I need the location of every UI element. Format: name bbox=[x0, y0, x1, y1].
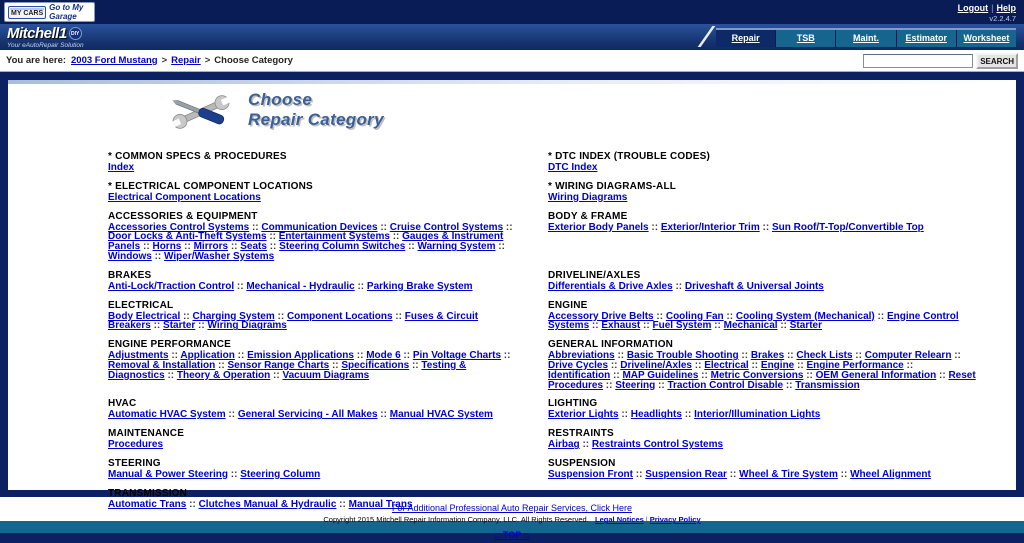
breadcrumb-separator: > bbox=[204, 55, 211, 66]
category-link[interactable]: Restraints Control Systems bbox=[591, 439, 724, 451]
category-section bbox=[108, 301, 520, 332]
category-link[interactable]: Abbreviations bbox=[548, 350, 615, 362]
category-link[interactable]: Manual & Power Steering bbox=[108, 468, 229, 480]
category-heading: ENGINE PERFORMANCE bbox=[108, 339, 232, 351]
link-separator: :: bbox=[164, 369, 177, 381]
category-link[interactable]: Clutches Manual & Hydraulic bbox=[198, 498, 337, 510]
category-section bbox=[548, 399, 976, 420]
category-link[interactable]: Wiring Diagrams bbox=[207, 320, 287, 332]
top-bar bbox=[0, 0, 1024, 24]
category-link[interactable]: Seats bbox=[240, 241, 267, 253]
link-separator: :: bbox=[329, 359, 342, 371]
link-separator: :: bbox=[608, 359, 621, 371]
help-link[interactable]: Help bbox=[996, 3, 1016, 13]
category-link[interactable]: Headlights bbox=[630, 409, 682, 421]
category-links bbox=[548, 193, 976, 203]
link-separator: :: bbox=[215, 359, 228, 371]
category-links bbox=[108, 163, 520, 173]
link-separator: :: bbox=[723, 310, 736, 322]
link-separator: :: bbox=[852, 350, 865, 362]
category-link[interactable]: Engine Performance bbox=[806, 359, 904, 371]
link-separator: :: bbox=[140, 241, 153, 253]
link-separator: :: bbox=[228, 468, 241, 480]
category-links bbox=[548, 282, 976, 292]
category-link[interactable]: Wiring Diagrams bbox=[548, 191, 628, 203]
category-link[interactable]: Differentials & Drive Axles bbox=[548, 280, 673, 292]
category-link[interactable]: Starter bbox=[789, 320, 823, 332]
breadcrumb bbox=[71, 55, 293, 66]
link-separator: :: bbox=[234, 280, 247, 292]
category-heading: LIGHTING bbox=[548, 398, 598, 410]
link-separator: :: bbox=[180, 310, 193, 322]
link-separator: :: bbox=[354, 280, 367, 292]
link-separator: :: bbox=[640, 320, 653, 332]
privacy-policy-link[interactable]: Privacy Policy bbox=[649, 515, 701, 524]
category-heading: TRANSMISSION bbox=[108, 487, 188, 499]
category-links bbox=[548, 223, 976, 233]
category-link[interactable]: Basic Trouble Shooting bbox=[626, 350, 739, 362]
mitchell1-logo bbox=[7, 26, 84, 50]
category-links bbox=[548, 312, 976, 332]
category-link[interactable]: Parking Brake System bbox=[366, 280, 473, 292]
category-link[interactable]: Wheel Alignment bbox=[850, 468, 931, 480]
category-link[interactable]: Manual HVAC System bbox=[389, 409, 493, 421]
go-to-my-garage-label: Go to My Garage bbox=[49, 2, 84, 21]
category-section bbox=[108, 340, 520, 390]
search-input[interactable] bbox=[863, 54, 973, 68]
page-title bbox=[248, 90, 384, 129]
link-separator: :: bbox=[698, 369, 711, 381]
breadcrumb-current: Choose Category bbox=[214, 55, 293, 66]
category-heading: ELECTRICAL bbox=[108, 299, 174, 311]
category-links bbox=[548, 351, 976, 390]
category-section bbox=[108, 429, 520, 450]
category-heading: SUSPENSION bbox=[548, 457, 616, 469]
page-title-line2: Repair Category bbox=[248, 109, 384, 129]
category-link[interactable]: DTC Index bbox=[548, 162, 598, 173]
category-link[interactable]: Fuses & Circuit Breakers bbox=[108, 310, 479, 332]
link-separator: :: bbox=[377, 221, 390, 233]
category-link[interactable]: Specifications bbox=[341, 359, 410, 371]
category-link[interactable]: Adjustments bbox=[108, 350, 169, 362]
link-separator: :: bbox=[228, 241, 241, 253]
brand-bar bbox=[0, 24, 1024, 50]
category-links bbox=[108, 470, 520, 480]
category-link[interactable]: Mechanical bbox=[723, 320, 778, 332]
link-separator: :: bbox=[377, 409, 390, 421]
category-link[interactable]: Anti-Lock/Traction Control bbox=[108, 280, 235, 292]
category-link[interactable]: Horns bbox=[152, 241, 182, 253]
link-separator: :: bbox=[266, 231, 279, 243]
category-links bbox=[108, 500, 520, 510]
category-link[interactable]: Reset Procedures bbox=[548, 369, 976, 391]
link-separator: :: bbox=[783, 379, 796, 391]
category-heading: RESTRAINTS bbox=[548, 428, 614, 440]
category-section bbox=[548, 182, 976, 203]
category-link[interactable]: Wheel & Tire System bbox=[739, 468, 838, 480]
category-section bbox=[548, 429, 976, 450]
category-link[interactable]: Transmission bbox=[795, 379, 860, 391]
search-area bbox=[863, 53, 1018, 69]
category-link[interactable]: Computer Relearn bbox=[864, 350, 952, 362]
category-link[interactable]: OEM General Information bbox=[815, 369, 937, 381]
category-link[interactable]: Driveshaft & Universal Joints bbox=[684, 280, 824, 292]
link-separator: :: bbox=[589, 320, 602, 332]
category-link[interactable]: Driveline/Axles bbox=[620, 359, 692, 371]
category-link[interactable]: Steering bbox=[615, 379, 656, 391]
breadcrumb-separator: > bbox=[161, 55, 168, 66]
link-separator: :: bbox=[249, 221, 262, 233]
logout-link[interactable]: Logout bbox=[957, 3, 989, 13]
link-separator: :: bbox=[274, 310, 287, 322]
category-section bbox=[548, 152, 976, 173]
my-cars-plate-icon: MY CARS bbox=[8, 6, 46, 19]
logo-wordmark: Mitchell1 bbox=[7, 25, 67, 42]
link-separator: :: bbox=[759, 221, 772, 233]
link-separator: :: bbox=[270, 369, 283, 381]
category-grid bbox=[8, 152, 1016, 510]
category-link[interactable]: Identification bbox=[548, 369, 611, 381]
category-link[interactable]: Engine bbox=[760, 359, 795, 371]
category-section bbox=[108, 399, 520, 420]
page-title-block bbox=[168, 90, 1016, 138]
category-heading: * DTC INDEX (TROUBLE CODES) bbox=[548, 151, 711, 162]
link-separator: :: bbox=[495, 241, 505, 253]
category-heading: DRIVELINE/AXLES bbox=[548, 269, 641, 281]
category-links bbox=[548, 163, 976, 173]
link-separator: :: bbox=[874, 310, 887, 322]
tab-maint[interactable]: Maint. bbox=[836, 30, 896, 47]
category-link[interactable]: Automatic HVAC System bbox=[108, 409, 226, 421]
link-separator: :: bbox=[951, 350, 961, 362]
category-link[interactable]: Sensor Range Charts bbox=[227, 359, 330, 371]
category-link[interactable]: Application bbox=[180, 350, 235, 362]
link-separator: :: bbox=[579, 439, 592, 451]
category-link[interactable]: Entertainment Systems bbox=[278, 231, 390, 243]
link-separator: :: bbox=[784, 350, 797, 362]
category-link[interactable]: Testing & Diagnostics bbox=[108, 359, 467, 381]
category-link[interactable]: Windows bbox=[108, 250, 152, 262]
category-link[interactable]: Steering Column Switches bbox=[279, 241, 406, 253]
go-to-my-garage-button[interactable] bbox=[4, 2, 95, 22]
category-link[interactable]: Metric Conversions bbox=[710, 369, 804, 381]
breadcrumb-link[interactable]: Repair bbox=[171, 55, 201, 66]
category-link[interactable]: Accessory Drive Belts bbox=[548, 310, 654, 322]
category-section bbox=[548, 340, 976, 390]
category-heading: * ELECTRICAL COMPONENT LOCATIONS bbox=[108, 180, 313, 192]
link-separator: :: bbox=[653, 310, 666, 322]
link-separator: :: bbox=[150, 320, 164, 332]
category-link[interactable]: Component Locations bbox=[286, 310, 393, 322]
link-separator: :: bbox=[389, 231, 403, 243]
category-heading: * COMMON SPECS & PROCEDURES bbox=[108, 151, 287, 162]
breadcrumb-row bbox=[0, 50, 1024, 72]
category-links bbox=[108, 193, 520, 203]
link-separator: :: bbox=[794, 359, 807, 371]
link-separator: :: bbox=[234, 350, 248, 362]
search-button[interactable]: SEARCH bbox=[976, 53, 1018, 69]
category-link[interactable]: Drive Cycles bbox=[548, 359, 609, 371]
link-separator: :: bbox=[181, 241, 194, 253]
link-separator: :: bbox=[803, 369, 816, 381]
link-separator: :: bbox=[392, 310, 405, 322]
breadcrumb-prefix: You are here: bbox=[6, 55, 67, 66]
category-link[interactable]: Fuel System bbox=[652, 320, 712, 332]
category-heading: GENERAL INFORMATION bbox=[548, 339, 674, 351]
crossed-tools-icon bbox=[168, 90, 234, 134]
link-separator: :: bbox=[681, 409, 695, 421]
link-separator: :: bbox=[618, 409, 631, 421]
category-link[interactable]: Manual Trans bbox=[348, 498, 413, 510]
page-title-line1: Choose bbox=[248, 90, 313, 109]
back-to-top-link[interactable]: :: TOP :: bbox=[494, 529, 530, 540]
category-link[interactable]: Mechanical - Hydraulic bbox=[246, 280, 355, 292]
category-links bbox=[548, 470, 976, 480]
category-section bbox=[548, 271, 976, 292]
category-link[interactable]: Communication Devices bbox=[261, 221, 378, 233]
category-section bbox=[548, 459, 976, 480]
category-links bbox=[108, 223, 520, 262]
version-label: v2.2.4.7 bbox=[989, 14, 1016, 23]
category-link[interactable]: Emission Applications bbox=[247, 350, 354, 362]
category-heading: STEERING bbox=[108, 457, 161, 469]
category-links bbox=[108, 410, 520, 420]
category-link[interactable]: Vacuum Diagrams bbox=[282, 369, 370, 381]
category-link[interactable]: Engine Control Systems bbox=[548, 310, 959, 332]
category-heading: ACCESSORIES & EQUIPMENT bbox=[108, 210, 258, 222]
tab-worksheet[interactable]: Worksheet bbox=[957, 30, 1016, 47]
category-link[interactable]: Exterior Lights bbox=[548, 409, 619, 421]
category-links bbox=[108, 351, 520, 380]
category-heading: ENGINE bbox=[548, 299, 588, 311]
category-link[interactable]: MAP Guidelines bbox=[622, 369, 699, 381]
category-link[interactable]: Warning System bbox=[417, 241, 496, 253]
link-separator: :: bbox=[648, 221, 661, 233]
category-link[interactable]: Brakes bbox=[750, 350, 785, 362]
category-heading: BODY & FRAME bbox=[548, 210, 628, 222]
category-heading: MAINTENANCE bbox=[108, 428, 185, 440]
category-link[interactable]: Check Lists bbox=[796, 350, 853, 362]
copyright-text: Copyright 2015 Mitchell Repair Information Company, LLC. All Rights Reserved. bbox=[323, 515, 589, 524]
link-divider: | bbox=[991, 3, 994, 13]
link-separator: :: bbox=[225, 409, 238, 421]
category-links bbox=[548, 410, 976, 420]
category-link[interactable]: Cooling Fan bbox=[665, 310, 724, 322]
diy-badge-icon: DIY bbox=[69, 27, 82, 40]
link-divider: | bbox=[645, 515, 648, 524]
category-link[interactable]: Charging System bbox=[192, 310, 275, 322]
session-links bbox=[958, 3, 1016, 23]
category-link[interactable]: Body Electrical bbox=[108, 310, 181, 322]
tab-bar bbox=[716, 30, 1016, 47]
category-link[interactable]: Accessories Control Systems bbox=[108, 221, 250, 233]
link-separator: :: bbox=[614, 350, 627, 362]
link-separator: :: bbox=[151, 250, 165, 262]
category-section bbox=[548, 301, 976, 332]
category-link[interactable]: Cruise Control Systems bbox=[389, 221, 504, 233]
tab-estimator[interactable]: Estimator bbox=[897, 30, 957, 47]
category-link[interactable]: Index bbox=[108, 162, 135, 173]
link-separator: :: bbox=[903, 359, 914, 371]
category-links bbox=[108, 312, 520, 332]
link-separator: :: bbox=[409, 359, 422, 371]
link-separator: :: bbox=[336, 498, 349, 510]
category-link[interactable]: Exterior Body Panels bbox=[548, 221, 649, 233]
category-link[interactable]: Airbag bbox=[548, 439, 580, 451]
category-section bbox=[108, 271, 520, 292]
link-separator: :: bbox=[633, 468, 646, 480]
category-heading: * WIRING DIAGRAMS-ALL bbox=[548, 180, 677, 192]
link-separator: :: bbox=[936, 369, 949, 381]
category-link[interactable]: Interior/Illumination Lights bbox=[694, 409, 821, 421]
category-link[interactable]: Electrical Component Locations bbox=[108, 191, 261, 203]
category-link[interactable]: Electrical bbox=[704, 359, 749, 371]
link-separator: :: bbox=[691, 359, 705, 371]
category-section bbox=[108, 489, 520, 510]
category-link[interactable]: Sun Roof/T-Top/Convertible Top bbox=[771, 221, 924, 233]
link-separator: :: bbox=[400, 350, 413, 362]
category-link[interactable]: Gauges & Instrument Panels bbox=[108, 231, 504, 253]
link-separator: :: bbox=[603, 379, 616, 391]
link-separator: :: bbox=[195, 320, 208, 332]
link-separator: :: bbox=[168, 350, 181, 362]
link-separator: :: bbox=[726, 468, 740, 480]
category-links bbox=[548, 440, 976, 450]
category-link[interactable]: Wiper/Washer Systems bbox=[164, 250, 275, 262]
category-link[interactable]: Theory & Operation bbox=[176, 369, 271, 381]
category-links bbox=[108, 282, 520, 292]
category-heading: HVAC bbox=[108, 398, 137, 410]
link-separator: :: bbox=[353, 350, 367, 362]
link-separator: :: bbox=[738, 350, 751, 362]
breadcrumb-link[interactable]: 2003 Ford Mustang bbox=[71, 55, 158, 66]
category-link[interactable]: Suspension Rear bbox=[645, 468, 727, 480]
category-section bbox=[108, 212, 520, 262]
link-separator: :: bbox=[748, 359, 761, 371]
category-link[interactable]: Suspension Front bbox=[548, 468, 633, 480]
content-top-rule bbox=[8, 80, 1016, 84]
link-separator: :: bbox=[711, 320, 724, 332]
tab-tsb[interactable]: TSB bbox=[776, 30, 836, 47]
link-separator: :: bbox=[610, 369, 623, 381]
category-section bbox=[108, 152, 520, 173]
category-link[interactable]: Steering Column bbox=[240, 468, 321, 480]
tab-repair[interactable]: Repair bbox=[716, 30, 776, 47]
category-link[interactable]: Cooling System (Mechanical) bbox=[735, 310, 875, 322]
category-link[interactable]: Pin Voltage Charts bbox=[412, 350, 502, 362]
category-link[interactable]: Door Locks & Anti-Theft Systems bbox=[108, 231, 267, 243]
link-separator: :: bbox=[672, 280, 685, 292]
logo-tagline: Your eAutoRepair Solution bbox=[7, 42, 84, 49]
tab-bar-wrap bbox=[716, 28, 1016, 47]
category-heading: BRAKES bbox=[108, 269, 152, 281]
professional-services-link[interactable]: For Additional Professional Auto Repair Services, Click Here bbox=[391, 503, 633, 513]
category-link[interactable]: Exterior/Interior Trim bbox=[660, 221, 760, 233]
link-separator: :: bbox=[501, 350, 511, 362]
category-link[interactable]: Exhaust bbox=[601, 320, 641, 332]
category-link[interactable]: Mode 6 bbox=[366, 350, 401, 362]
link-separator: :: bbox=[655, 379, 668, 391]
category-link[interactable]: Automatic Trans bbox=[108, 498, 187, 510]
category-link[interactable]: Traction Control Disable bbox=[667, 379, 784, 391]
category-link[interactable]: General Servicing - All Makes bbox=[237, 409, 378, 421]
link-separator: :: bbox=[837, 468, 851, 480]
link-separator: :: bbox=[503, 221, 513, 233]
category-link[interactable]: Procedures bbox=[108, 439, 164, 451]
category-section bbox=[108, 182, 520, 203]
category-link[interactable]: Starter bbox=[163, 320, 196, 332]
category-link[interactable]: Mirrors bbox=[193, 241, 229, 253]
link-separator: :: bbox=[266, 241, 280, 253]
legal-notices-link[interactable]: Legal Notices bbox=[595, 515, 644, 524]
link-separator: :: bbox=[405, 241, 418, 253]
link-separator: :: bbox=[777, 320, 790, 332]
link-separator: :: bbox=[186, 498, 199, 510]
category-links bbox=[108, 440, 520, 450]
category-section bbox=[548, 212, 976, 262]
category-link[interactable]: Removal & Installation bbox=[108, 359, 216, 371]
category-section bbox=[108, 459, 520, 480]
